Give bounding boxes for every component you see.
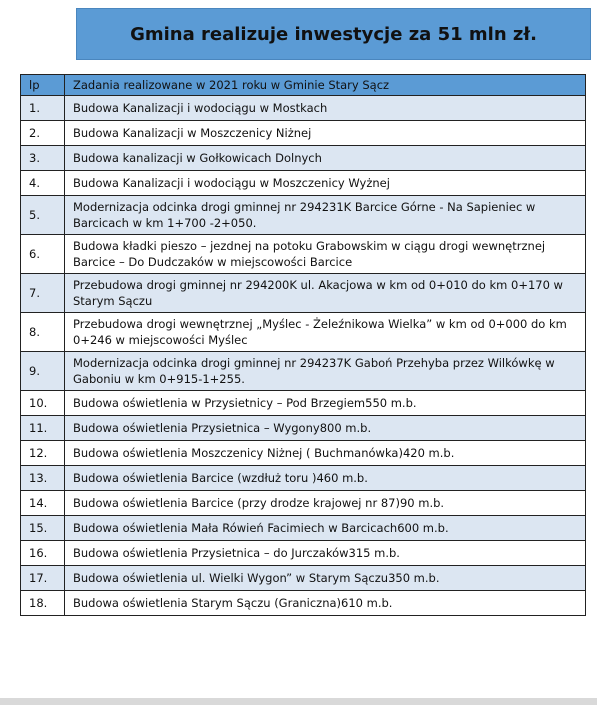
row-length: 90 m.b. <box>399 496 445 510</box>
row-length: 800 m.b. <box>319 421 372 435</box>
table-row <box>21 466 586 491</box>
table-row <box>21 491 586 516</box>
row-num: 18. <box>21 591 65 616</box>
table-row <box>21 541 586 566</box>
row-desc-text: Budowa oświetlenia Barcice (przy drodze krajowej nr 87) <box>73 496 400 510</box>
row-desc: Budowa kładki pieszo – jezdnej na potoku Grabowskim w ciągu drogi wewnętrznej Barcice – Do Dudczaków w miejscowości Barcice <box>65 235 586 274</box>
table-row <box>21 516 586 541</box>
row-desc: Budowa kanalizacji w Gołkowicach Dolnych <box>65 146 586 171</box>
table-row <box>21 171 586 196</box>
row-desc <box>65 566 586 591</box>
table-row <box>21 313 586 352</box>
row-desc <box>65 391 586 416</box>
row-desc: Modernizacja odcinka drogi gminnej nr 294231K Barcice Górne - Na Sapieniec w Barcicach w km 1+700 -2+050. <box>65 196 586 235</box>
row-length: 550 m.b. <box>365 396 417 410</box>
table-row <box>21 441 586 466</box>
row-num: 16. <box>21 541 65 566</box>
row-desc-text: Budowa oświetlenia Starym Sączu (Graniczna) <box>73 596 342 610</box>
row-desc <box>65 416 586 441</box>
row-num: 9. <box>21 352 65 391</box>
row-desc: Budowa Kanalizacji w Moszczenicy Niżnej <box>65 121 586 146</box>
row-desc <box>65 441 586 466</box>
table-row <box>21 235 586 274</box>
table-row <box>21 352 586 391</box>
tasks-table <box>20 74 586 616</box>
row-desc-text: Budowa oświetlenia Przysietnica – do Jurczaków <box>73 546 349 560</box>
row-desc: Budowa Kanalizacji i wodociągu w Moszczenicy Wyżnej <box>65 171 586 196</box>
row-length: 610 m.b. <box>341 596 393 610</box>
row-num: 3. <box>21 146 65 171</box>
row-num: 8. <box>21 313 65 352</box>
table-row <box>21 274 586 313</box>
row-length: 315 m.b. <box>348 546 400 560</box>
row-desc <box>65 591 586 616</box>
row-num: 7. <box>21 274 65 313</box>
row-desc-text: Budowa oświetlenia Moszczenicy Niżnej ( Buchmanówka) <box>73 446 403 460</box>
table-row <box>21 591 586 616</box>
row-num: 12. <box>21 441 65 466</box>
row-desc <box>65 466 586 491</box>
row-num: 14. <box>21 491 65 516</box>
page-title: Gmina realizuje inwestycje za 51 mln zł. <box>76 8 591 60</box>
header-desc: Zadania realizowane w 2021 roku w Gminie Stary Sącz <box>65 75 586 96</box>
header-num: lp <box>21 75 65 96</box>
table-row <box>21 391 586 416</box>
row-num: 2. <box>21 121 65 146</box>
row-desc-text: Budowa oświetlenia ul. Wielki Wygon” w Starym Sączu <box>73 571 389 585</box>
row-desc: Przebudowa drogi wewnętrznej „Myślec - Żeleźnikowa Wielka” w km od 0+000 do km 0+246 w miejscowości Myślec <box>65 313 586 352</box>
row-num: 13. <box>21 466 65 491</box>
row-desc: Budowa Kanalizacji i wodociągu w Mostkach <box>65 96 586 121</box>
row-desc <box>65 541 586 566</box>
row-desc-text: Budowa oświetlenia Przysietnica – Wygony <box>73 421 320 435</box>
row-num: 10. <box>21 391 65 416</box>
row-num: 4. <box>21 171 65 196</box>
row-desc <box>65 491 586 516</box>
row-desc: Modernizacja odcinka drogi gminnej nr 294237K Gaboń Przehyba przez Wilkówkę w Gaboniu w km 0+915-1+255. <box>65 352 586 391</box>
row-length: 460 m.b. <box>316 471 368 485</box>
table-row <box>21 121 586 146</box>
row-length: 600 m.b. <box>397 521 449 535</box>
table-row <box>21 416 586 441</box>
row-length: 350 m.b. <box>388 571 440 585</box>
table-row <box>21 146 586 171</box>
bottom-bar <box>0 698 597 705</box>
table-header-row <box>21 75 586 96</box>
row-desc-text: Budowa oświetlenia Barcice (wzdłuż toru ) <box>73 471 317 485</box>
row-num: 6. <box>21 235 65 274</box>
row-desc <box>65 516 586 541</box>
row-num: 5. <box>21 196 65 235</box>
table-row <box>21 196 586 235</box>
row-length: 420 m.b. <box>402 446 455 460</box>
row-desc: Przebudowa drogi gminnej nr 294200K ul. Akacjowa w km od 0+010 do km 0+170 w Starym Sączu <box>65 274 586 313</box>
row-desc-text: Budowa oświetlenia Mała Rówień Facimiech w Barcicach <box>73 521 398 535</box>
row-num: 11. <box>21 416 65 441</box>
table-row <box>21 96 586 121</box>
table-row <box>21 566 586 591</box>
row-num: 17. <box>21 566 65 591</box>
row-num: 15. <box>21 516 65 541</box>
row-num: 1. <box>21 96 65 121</box>
row-desc-text: Budowa oświetlenia w Przysietnicy – Pod Brzegiem <box>73 396 366 410</box>
